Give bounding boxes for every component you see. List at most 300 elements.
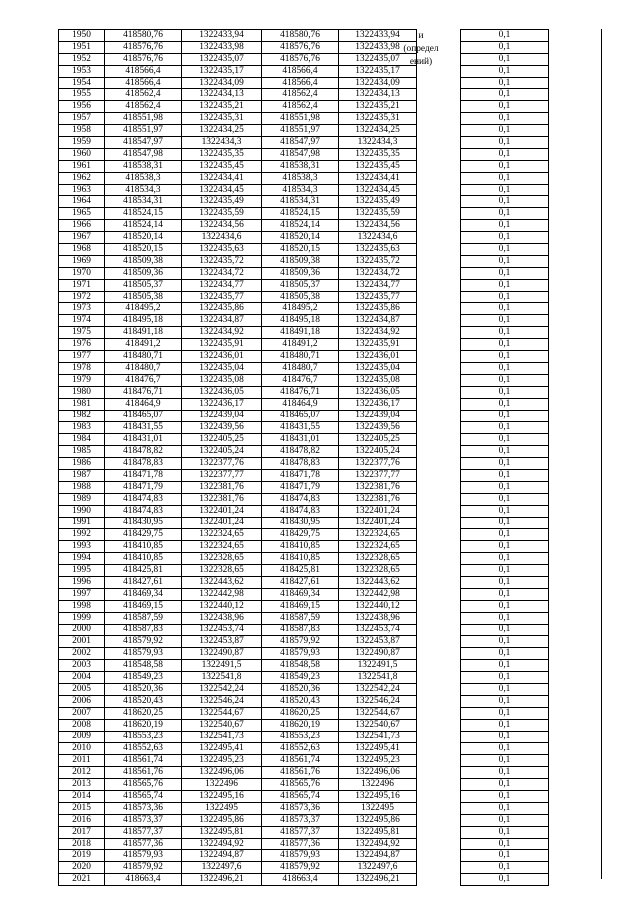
x-coordinate-repeat-cell: 418561,74 [262,755,339,767]
method-cell [417,505,461,517]
x-coordinate-repeat-cell: 418524,15 [262,208,339,220]
x-coordinate-repeat-cell: 418538,3 [262,172,339,184]
point-number-cell: 1960 [59,148,105,160]
table-row [59,553,549,565]
table-row [59,184,549,196]
y-coordinate-repeat-cell: 1322439,04 [339,410,417,422]
x-coordinate-cell: 418547,97 [105,137,182,149]
y-coordinate-repeat-cell: 1322542,24 [339,683,417,695]
x-coordinate-cell: 418524,15 [105,208,182,220]
y-coordinate-repeat-cell: 1322434,13 [339,89,417,101]
table-row [59,826,549,838]
table-row [59,731,549,743]
table-row [59,636,549,648]
y-coordinate-repeat-cell: 1322434,56 [339,220,417,232]
x-coordinate-repeat-cell: 418476,7 [262,374,339,386]
point-number-cell: 1984 [59,434,105,446]
accuracy-cell: 0,1 [461,410,549,422]
method-cell [417,101,461,113]
x-coordinate-repeat-cell: 418478,82 [262,446,339,458]
y-coordinate-repeat-cell: 1322434,41 [339,172,417,184]
method-cell [417,410,461,422]
y-coordinate-cell: 1322495,86 [182,814,262,826]
method-cell [417,850,461,862]
method-cell [417,481,461,493]
accuracy-cell: 0,1 [461,672,549,684]
x-coordinate-cell: 418551,98 [105,113,182,125]
point-number-cell: 1950 [59,30,105,42]
method-cell [417,683,461,695]
table-row [59,481,549,493]
x-coordinate-cell: 418480,7 [105,362,182,374]
x-coordinate-repeat-cell: 418577,37 [262,826,339,838]
x-coordinate-cell: 418491,2 [105,339,182,351]
table-row [59,172,549,184]
method-cell [417,791,461,803]
x-coordinate-cell: 418465,07 [105,410,182,422]
table-row [59,862,549,874]
method-cell [417,184,461,196]
x-coordinate-cell: 418547,98 [105,148,182,160]
accuracy-cell: 0,1 [461,481,549,493]
y-coordinate-cell: 1322439,04 [182,410,262,422]
y-coordinate-repeat-cell: 1322405,25 [339,434,417,446]
accuracy-cell: 0,1 [461,77,549,89]
y-coordinate-repeat-cell: 1322435,86 [339,303,417,315]
point-number-cell: 1990 [59,505,105,517]
x-coordinate-cell: 418579,92 [105,862,182,874]
y-coordinate-cell: 1322490,87 [182,648,262,660]
accuracy-cell: 0,1 [461,648,549,660]
method-cell [417,279,461,291]
x-coordinate-repeat-cell: 418469,15 [262,600,339,612]
method-cell [417,565,461,577]
method-cell [417,862,461,874]
x-coordinate-cell: 418587,59 [105,612,182,624]
method-cell [417,232,461,244]
y-coordinate-repeat-cell: 1322328,65 [339,565,417,577]
x-coordinate-repeat-cell: 418561,76 [262,767,339,779]
x-coordinate-repeat-cell: 418471,78 [262,469,339,481]
point-number-cell: 1996 [59,576,105,588]
y-coordinate-cell: 1322496,06 [182,767,262,779]
x-coordinate-repeat-cell: 418553,23 [262,731,339,743]
y-coordinate-repeat-cell: 1322435,21 [339,101,417,113]
point-number-cell: 1964 [59,196,105,208]
y-coordinate-cell: 1322434,45 [182,184,262,196]
point-number-cell: 1957 [59,113,105,125]
x-coordinate-cell: 418524,14 [105,220,182,232]
accuracy-cell: 0,1 [461,267,549,279]
method-cell [417,220,461,232]
accuracy-cell: 0,1 [461,707,549,719]
x-coordinate-repeat-cell: 418538,31 [262,160,339,172]
table-row [59,707,549,719]
accuracy-cell: 0,1 [461,208,549,220]
point-number-cell: 1968 [59,244,105,256]
x-coordinate-cell: 418577,37 [105,826,182,838]
x-coordinate-repeat-cell: 418491,2 [262,339,339,351]
table-row [59,683,549,695]
accuracy-cell: 0,1 [461,636,549,648]
x-coordinate-cell: 418566,4 [105,65,182,77]
y-coordinate-repeat-cell: 1322495,23 [339,755,417,767]
table-row [59,493,549,505]
accuracy-cell: 0,1 [461,422,549,434]
y-coordinate-repeat-cell: 1322490,87 [339,648,417,660]
accuracy-cell: 0,1 [461,113,549,125]
accuracy-cell: 0,1 [461,327,549,339]
x-coordinate-cell: 418573,36 [105,802,182,814]
x-coordinate-repeat-cell: 418469,34 [262,588,339,600]
x-coordinate-cell: 418534,3 [105,184,182,196]
method-cell [417,802,461,814]
y-coordinate-repeat-cell: 1322436,17 [339,398,417,410]
y-coordinate-cell: 1322435,35 [182,148,262,160]
method-cell [417,172,461,184]
point-number-cell: 2011 [59,755,105,767]
method-cell [417,125,461,137]
table-row [59,695,549,707]
x-coordinate-repeat-cell: 418551,98 [262,113,339,125]
y-coordinate-repeat-cell: 1322433,98 [339,41,417,53]
x-coordinate-repeat-cell: 418478,83 [262,458,339,470]
x-coordinate-repeat-cell: 418547,97 [262,137,339,149]
table-row [59,89,549,101]
method-cell [417,160,461,172]
y-coordinate-repeat-cell: 1322495 [339,802,417,814]
y-coordinate-repeat-cell: 1322434,92 [339,327,417,339]
y-coordinate-cell: 1322434,92 [182,327,262,339]
y-coordinate-repeat-cell: 1322381,76 [339,481,417,493]
accuracy-cell: 0,1 [461,755,549,767]
x-coordinate-repeat-cell: 418476,71 [262,386,339,398]
y-coordinate-cell: 1322434,77 [182,279,262,291]
point-number-cell: 2006 [59,695,105,707]
x-coordinate-repeat-cell: 418480,7 [262,362,339,374]
x-coordinate-repeat-cell: 418480,71 [262,351,339,363]
table-row [59,743,549,755]
accuracy-cell: 0,1 [461,184,549,196]
method-cell [417,755,461,767]
point-number-cell: 1962 [59,172,105,184]
point-number-cell: 1963 [59,184,105,196]
x-coordinate-cell: 418565,74 [105,791,182,803]
point-number-cell: 1952 [59,53,105,65]
x-coordinate-cell: 418464,9 [105,398,182,410]
y-coordinate-cell: 1322494,92 [182,838,262,850]
y-coordinate-cell: 1322546,24 [182,695,262,707]
method-cell [417,874,461,886]
point-number-cell: 1977 [59,351,105,363]
method-cell [417,648,461,660]
x-coordinate-repeat-cell: 418465,07 [262,410,339,422]
x-coordinate-cell: 418565,76 [105,779,182,791]
y-coordinate-repeat-cell: 1322434,09 [339,77,417,89]
x-coordinate-cell: 418478,82 [105,446,182,458]
x-coordinate-cell: 418431,01 [105,434,182,446]
y-coordinate-cell: 1322435,77 [182,291,262,303]
point-number-cell: 1958 [59,125,105,137]
accuracy-cell: 0,1 [461,65,549,77]
table-row [59,279,549,291]
table-row [59,374,549,386]
accuracy-cell: 0,1 [461,814,549,826]
y-coordinate-repeat-cell: 1322434,87 [339,315,417,327]
coordinates-table [58,29,549,886]
x-coordinate-cell: 418538,3 [105,172,182,184]
note-line: (определ [403,44,439,54]
y-coordinate-repeat-cell: 1322434,45 [339,184,417,196]
method-cell [417,255,461,267]
y-coordinate-cell: 1322436,01 [182,351,262,363]
method-cell [417,315,461,327]
y-coordinate-cell: 1322495 [182,802,262,814]
point-number-cell: 1980 [59,386,105,398]
y-coordinate-repeat-cell: 1322541,8 [339,672,417,684]
x-coordinate-repeat-cell: 418562,4 [262,89,339,101]
y-coordinate-repeat-cell: 1322440,12 [339,600,417,612]
x-coordinate-cell: 418579,92 [105,636,182,648]
x-coordinate-cell: 418509,36 [105,267,182,279]
x-coordinate-repeat-cell: 418474,83 [262,493,339,505]
method-cell [417,196,461,208]
point-number-cell: 1971 [59,279,105,291]
note-line: и [418,31,424,41]
x-coordinate-repeat-cell: 418551,97 [262,125,339,137]
x-coordinate-cell: 418579,93 [105,648,182,660]
accuracy-cell: 0,1 [461,220,549,232]
x-coordinate-cell: 418538,31 [105,160,182,172]
y-coordinate-cell: 1322497,6 [182,862,262,874]
accuracy-cell: 0,1 [461,196,549,208]
point-number-cell: 2010 [59,743,105,755]
y-coordinate-repeat-cell: 1322377,77 [339,469,417,481]
method-cell [417,553,461,565]
table-row [59,362,549,374]
y-coordinate-repeat-cell: 1322496 [339,779,417,791]
y-coordinate-repeat-cell: 1322496,21 [339,874,417,886]
table-row [59,469,549,481]
x-coordinate-cell: 418520,36 [105,683,182,695]
y-coordinate-cell: 1322495,81 [182,826,262,838]
table-row [59,386,549,398]
x-coordinate-repeat-cell: 418562,4 [262,101,339,113]
accuracy-cell: 0,1 [461,148,549,160]
table-row [59,505,549,517]
x-coordinate-repeat-cell: 418566,4 [262,65,339,77]
y-coordinate-repeat-cell: 1322544,67 [339,707,417,719]
coordinates-table-body [59,30,549,886]
table-row [59,41,549,53]
method-cell [417,398,461,410]
point-number-cell: 1983 [59,422,105,434]
y-coordinate-repeat-cell: 1322435,45 [339,160,417,172]
x-coordinate-cell: 418495,2 [105,303,182,315]
point-number-cell: 1997 [59,588,105,600]
table-row [59,101,549,113]
method-cell [417,303,461,315]
x-coordinate-cell: 418469,15 [105,600,182,612]
y-coordinate-cell: 1322435,59 [182,208,262,220]
x-coordinate-repeat-cell: 418520,15 [262,244,339,256]
table-row [59,220,549,232]
method-cell [417,291,461,303]
accuracy-cell: 0,1 [461,244,549,256]
accuracy-cell: 0,1 [461,529,549,541]
x-coordinate-cell: 418476,7 [105,374,182,386]
y-coordinate-cell: 1322435,72 [182,255,262,267]
table-row [59,315,549,327]
point-number-cell: 1959 [59,137,105,149]
table-row [59,125,549,137]
x-coordinate-repeat-cell: 418547,98 [262,148,339,160]
accuracy-cell: 0,1 [461,612,549,624]
y-coordinate-repeat-cell: 1322434,6 [339,232,417,244]
method-cell [417,386,461,398]
point-number-cell: 1992 [59,529,105,541]
table-row [59,850,549,862]
method-cell [417,137,461,149]
point-number-cell: 1972 [59,291,105,303]
accuracy-cell: 0,1 [461,291,549,303]
y-coordinate-repeat-cell: 1322324,65 [339,541,417,553]
x-coordinate-cell: 418520,14 [105,232,182,244]
x-coordinate-repeat-cell: 418429,75 [262,529,339,541]
y-coordinate-repeat-cell: 1322435,59 [339,208,417,220]
table-row [59,77,549,89]
y-coordinate-cell: 1322434,41 [182,172,262,184]
accuracy-cell: 0,1 [461,731,549,743]
point-number-cell: 2007 [59,707,105,719]
table-row [59,565,549,577]
y-coordinate-cell: 1322401,24 [182,505,262,517]
table-row [59,196,549,208]
point-number-cell: 1998 [59,600,105,612]
point-number-cell: 1966 [59,220,105,232]
point-number-cell: 1987 [59,469,105,481]
table-row [59,529,549,541]
y-coordinate-cell: 1322324,65 [182,529,262,541]
x-coordinate-cell: 418551,97 [105,125,182,137]
point-number-cell: 1999 [59,612,105,624]
y-coordinate-repeat-cell: 1322495,81 [339,826,417,838]
x-coordinate-cell: 418548,58 [105,660,182,672]
x-coordinate-repeat-cell: 418520,14 [262,232,339,244]
x-coordinate-repeat-cell: 418431,55 [262,422,339,434]
x-coordinate-repeat-cell: 418580,76 [262,30,339,42]
accuracy-cell: 0,1 [461,279,549,291]
accuracy-cell: 0,1 [461,469,549,481]
x-coordinate-cell: 418620,25 [105,707,182,719]
x-coordinate-cell: 418566,4 [105,77,182,89]
accuracy-cell: 0,1 [461,541,549,553]
y-coordinate-cell: 1322439,56 [182,422,262,434]
y-coordinate-repeat-cell: 1322435,04 [339,362,417,374]
method-cell [417,719,461,731]
table-row [59,339,549,351]
y-coordinate-cell: 1322453,87 [182,636,262,648]
method-cell [417,600,461,612]
point-number-cell: 1970 [59,267,105,279]
y-coordinate-cell: 1322542,24 [182,683,262,695]
y-coordinate-cell: 1322433,98 [182,41,262,53]
accuracy-cell: 0,1 [461,53,549,65]
table-row [59,65,549,77]
table-row [59,148,549,160]
table-row [59,517,549,529]
point-number-cell: 1994 [59,553,105,565]
x-coordinate-cell: 418552,63 [105,743,182,755]
point-number-cell: 1975 [59,327,105,339]
y-coordinate-repeat-cell: 1322435,72 [339,255,417,267]
method-cell [417,814,461,826]
method-cell [417,707,461,719]
accuracy-cell: 0,1 [461,767,549,779]
x-coordinate-cell: 418576,76 [105,41,182,53]
x-coordinate-cell: 418520,15 [105,244,182,256]
x-coordinate-cell: 418549,23 [105,672,182,684]
method-cell [417,517,461,529]
x-coordinate-repeat-cell: 418579,93 [262,648,339,660]
accuracy-cell: 0,1 [461,160,549,172]
x-coordinate-cell: 418476,71 [105,386,182,398]
accuracy-cell: 0,1 [461,172,549,184]
y-coordinate-cell: 1322324,65 [182,541,262,553]
method-cell [417,826,461,838]
y-coordinate-cell: 1322435,91 [182,339,262,351]
y-coordinate-repeat-cell: 1322405,24 [339,446,417,458]
y-coordinate-cell: 1322435,04 [182,362,262,374]
method-cell [417,838,461,850]
accuracy-cell: 0,1 [461,434,549,446]
right-column-border [601,29,602,879]
x-coordinate-cell: 418580,76 [105,30,182,42]
accuracy-cell: 0,1 [461,351,549,363]
x-coordinate-cell: 418576,76 [105,53,182,65]
y-coordinate-cell: 1322434,3 [182,137,262,149]
point-number-cell: 2018 [59,838,105,850]
table-row [59,588,549,600]
y-coordinate-repeat-cell: 1322435,77 [339,291,417,303]
x-coordinate-cell: 418561,74 [105,755,182,767]
point-number-cell: 1981 [59,398,105,410]
y-coordinate-repeat-cell: 1322494,92 [339,838,417,850]
method-cell [417,660,461,672]
method-cell [417,267,461,279]
point-number-cell: 1989 [59,493,105,505]
table-row [59,791,549,803]
y-coordinate-cell: 1322434,6 [182,232,262,244]
accuracy-cell: 0,1 [461,576,549,588]
table-row [59,600,549,612]
x-coordinate-cell: 418431,55 [105,422,182,434]
method-cell [417,351,461,363]
y-coordinate-repeat-cell: 1322435,91 [339,339,417,351]
x-coordinate-repeat-cell: 418520,43 [262,695,339,707]
table-row [59,232,549,244]
table-row [59,612,549,624]
x-coordinate-repeat-cell: 418430,95 [262,517,339,529]
x-coordinate-repeat-cell: 418576,76 [262,53,339,65]
x-coordinate-cell: 418491,18 [105,327,182,339]
x-coordinate-repeat-cell: 418587,59 [262,612,339,624]
y-coordinate-repeat-cell: 1322491,5 [339,660,417,672]
table-row [59,434,549,446]
x-coordinate-repeat-cell: 418579,93 [262,850,339,862]
y-coordinate-cell: 1322435,86 [182,303,262,315]
y-coordinate-cell: 1322495,16 [182,791,262,803]
